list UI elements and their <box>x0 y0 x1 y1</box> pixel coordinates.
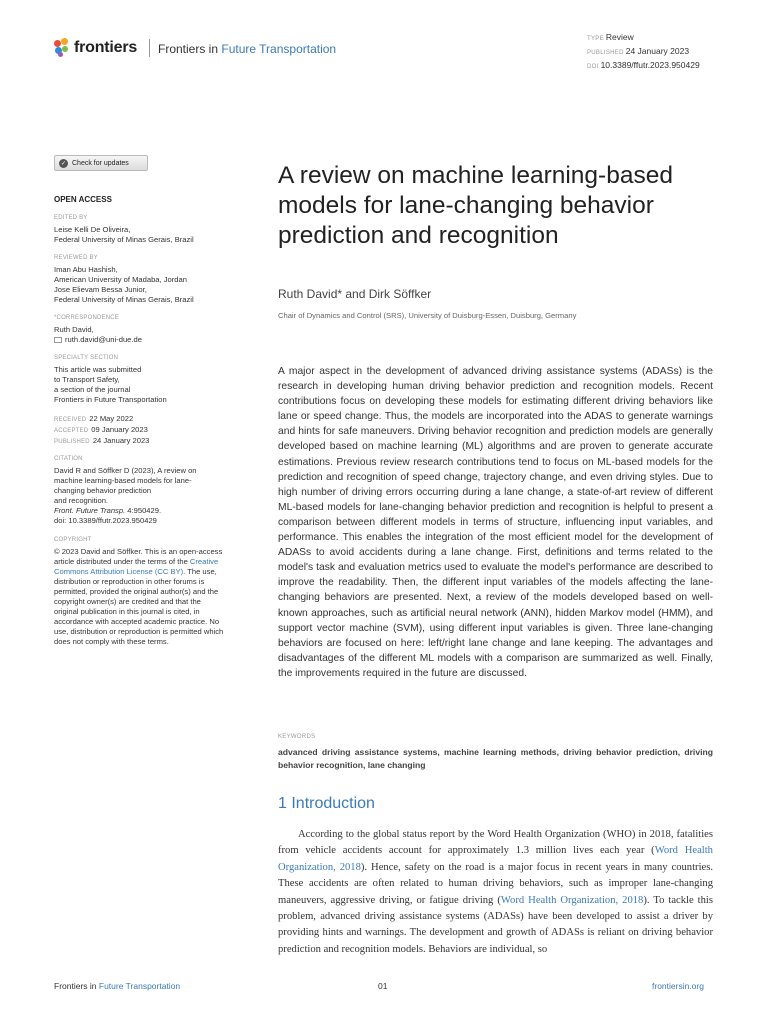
journal-name[interactable] <box>158 42 336 56</box>
edited-by-block: EDITED BY Leise Kelli De Oliveira, Federal University of Minas Gerais, Brazil <box>54 215 194 244</box>
keywords: advanced driving assistance systems, machine learning methods, driving behavior prediction, driving behavior recognition, lane changing <box>278 747 713 770</box>
citation-block: CITATION David R and Söffker D (2023), A review on machine learning-based models for lane- changing behavior prediction and recognition. Front. Future Transp. 4:950429. doi: 10.3389/ffutr.2023.950429 <box>54 456 197 525</box>
intro-paragraph: According to the global status report by the Word Health Organization (WHO) in 2018, fatalities from vehicle accidents account for approximately 1.3 million lives each year (Word Health Organization, 2018). Hence, safety on the road is a major focus in recent years in many countries. These accidents are often related to human driving behaviors, such as improper lane-changing maneuvers, aggressive driving, or fatigue driving (Word Health Organization, 2018). To tackle this problem, advanced driving assistance systems (ADASs) have been developed to assist a driver by providing hints and warnings. The development and growth of ADASs is reliant on driving behavior prediction and recognition models. Behaviors are individual, so <box>278 829 713 955</box>
open-access-label: OPEN ACCESS <box>54 195 112 204</box>
meta-published: PUBLISHED 24 January 2023 <box>587 46 690 56</box>
article-affiliation: Chair of Dynamics and Control (SRS), University of Duisburg-Essen, Duisburg, Germany <box>278 311 577 320</box>
header-divider <box>149 39 150 57</box>
correspondence-email[interactable]: ruth.david@uni-due.de <box>54 335 244 345</box>
reviewed-by-block: REVIEWED BY Iman Abu Hashish, American University of Madaba, Jordan Jose Elievam Bessa Junior, Federal University of Minas Gerais, Brazil <box>54 255 194 304</box>
specialty-section-block: SPECIALTY SECTION This article was submitted to Transport Safety, a section of the journal Frontiers in Future Transportation <box>54 355 167 404</box>
mail-icon <box>54 337 62 343</box>
frontiers-logo-icon <box>54 38 70 58</box>
check-for-updates-label: Check for updates <box>72 159 129 167</box>
meta-type: TYPE Review <box>587 32 634 42</box>
article-title: A review on machine learning-based models for lane-changing behavior prediction and recognition <box>278 162 673 250</box>
check-for-updates-icon: ✓ <box>60 160 67 167</box>
reference-link[interactable]: Word Health Organization, 2018 <box>278 845 713 873</box>
frontiers-logo[interactable] <box>54 38 137 58</box>
brand-name: frontiers <box>74 39 138 56</box>
abstract: A major aspect in the development of advanced driving assistance systems (ADASs) is the research in developing human driving behavior prediction and recognition models. Recent contributions focus on developing these models for estimating different driving behaviors like lane or speed change. Thus, the models are incorporated into the ADAS to generate warnings and hints for safe maneuvers. Driving behavior recognition and prediction models are generally developed based on machine learning (ML) algorithms and are proven to generate accurate estimations. Previous review research contributions tend to focus on ML-based models for the prediction and recognition of speed change, trajectory change, and even driving styles. Due to high number of driving errors occurring during a lane change, a state-of-art review of different ML-based models for lane-changing behavior prediction and recognition is helpful to present a comparison between different models in terms of structure, influencing input variables, and performance. This enables the integration of the most efficient model for the development of ADASs to avoid accidents during a lane change. First, definitions and terms related to the model's task and evaluation metrics used to evaluate the model's performance are described to improve the readability. Then, the different input variables of the models affecting the lane-changing behaviors are presented. Next, a review of the models developed based on well-known approaches, such as artificial neural network (ANN), hidden Markov model (HMM), and support vector machine (SVM), using different input variables is given. Three lane-changing behaviors are focused on here: left/right lane change and lane keeping. The advantages and disadvantages of the different ML models with a comparison are summarized as well. Finally, the improvements required in the future are discussed. <box>278 366 713 679</box>
footer-journal[interactable]: Frontiers in Future Transportation <box>54 981 181 991</box>
check-for-updates-button[interactable] <box>54 155 148 171</box>
section-heading: 1 Introduction <box>278 795 375 812</box>
article-authors: Ruth David* and Dirk Söffker <box>278 287 432 301</box>
page-number: 01 <box>378 981 388 991</box>
journal-prefix: Frontiers in <box>158 42 219 56</box>
meta-doi[interactable]: DOI 10.3389/ffutr.2023.950429 <box>587 60 700 70</box>
cc-license-link[interactable]: Creative Commons Attribution License (CC BY) <box>54 557 219 576</box>
reference-link[interactable]: Word Health Organization, 2018 <box>500 894 644 906</box>
article-meta <box>587 31 700 73</box>
copyright-block: COPYRIGHT © 2023 David and Söffker. This is an open-access article distributed under the terms of the Creative Commons Attribution License (CC BY). The use, distribution or reproduction in other forums is permitted, provided the original author(s) and the copyright owner(s) are credited and that the original publication in this journal is cited, in accordance with accepted academic practice. No use, distribution or reproduction is permitted which does not comply with these terms. <box>54 537 224 646</box>
footer-site-link[interactable]: frontiersin.org <box>652 981 704 991</box>
correspondence-block: *CORRESPONDENCE Ruth David, ruth.david@uni-due.de <box>54 313 244 345</box>
keywords-label: KEYWORDS <box>278 734 316 740</box>
dates-block: RECEIVED 22 May 2022 ACCEPTED 09 January 2023 PUBLISHED 24 January 2023 <box>54 414 150 445</box>
journal-title: Future Transportation <box>221 42 337 56</box>
